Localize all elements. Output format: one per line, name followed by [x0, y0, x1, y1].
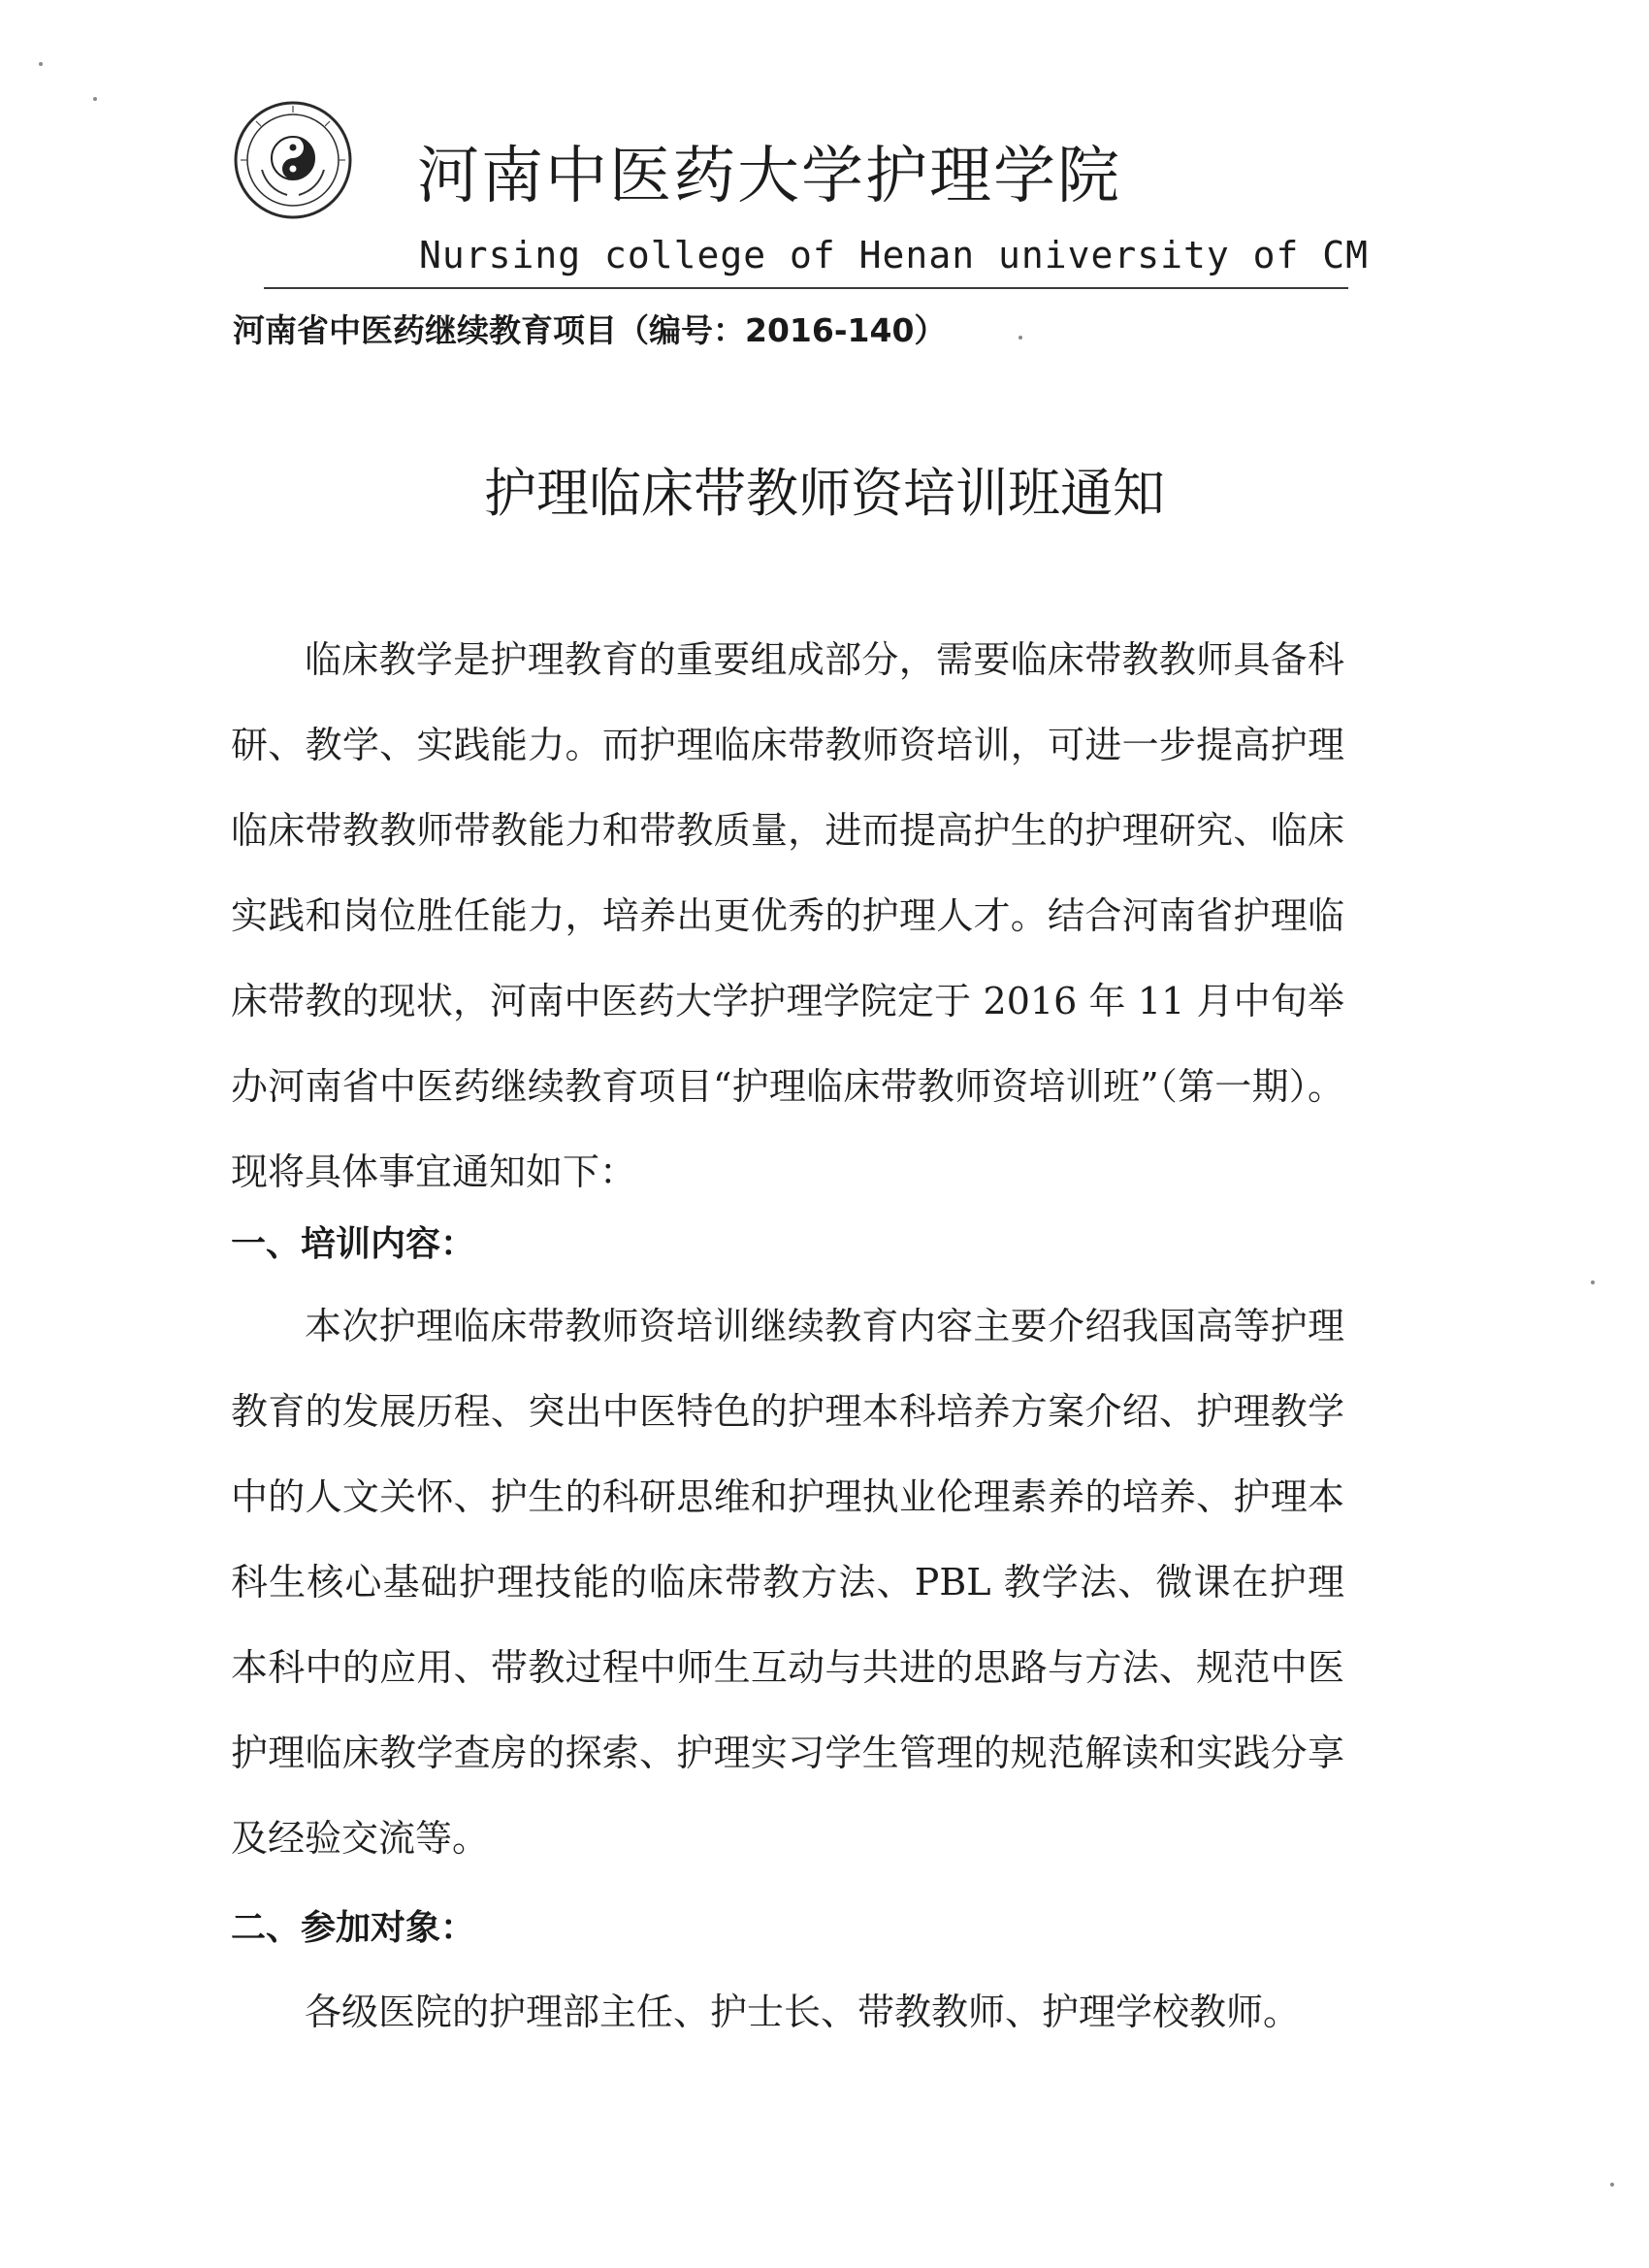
university-seal-icon: [233, 100, 353, 220]
project-number-line: 河南省中医药继续教育项目（编号：2016-140）: [233, 311, 947, 349]
scan-speck: [1018, 336, 1022, 340]
section-body-participants: 各级医院的护理部主任、护士长、带教教师、护理学校教师。: [305, 1991, 1301, 2033]
scan-speck: [1610, 2183, 1614, 2187]
scan-speck: [39, 62, 43, 66]
section-body-training-content: 本次护理临床带教师资培训继续教育内容主要介绍我国高等护理教育的发展历程、突出中医特色的护理本科培养方案介绍、护理教学中的人文关怀、护生的科研思维和护理执业伦理素养的培养、护理本科生核心基础护理技能的临床带教方法、PBL 教学法、微课在护理本科中的应用、带教过程中师生互动与共进的思路与方法、规范中医护理临床教学查房的探索、护理实习学生管理的规范解读和实践分享及经验交流等。: [231, 1305, 1344, 1860]
section-heading-training-content: 一、培训内容：: [231, 1224, 476, 1264]
college-name-english: Nursing college of Henan university of CM: [419, 234, 1369, 276]
header-divider: [264, 287, 1348, 289]
college-name: 河南中医药大学护理学院: [417, 141, 1121, 212]
scan-speck: [93, 97, 97, 101]
intro-paragraph: 临床教学是护理教育的重要组成部分，需要临床带教教师具备科研、教学、实践能力。而护理临床带教师资培训，可进一步提高护理临床带教教师带教能力和带教质量，进而提高护生的护理研究、临床实践和岗位胜任能力，培养出更优秀的护理人才。结合河南省护理临床带教的现状，河南中医药大学护理学院定于 2016 年 11 月中旬举办河南省中医药继续教育项目“护理临床带教师资培训班”（第一期）。现将具体事宜通知如下：: [231, 638, 1344, 1193]
scan-speck: [1591, 1280, 1595, 1284]
section-heading-participants: 二、参加对象：: [231, 1908, 476, 1948]
notice-title: 护理临床带教师资培训班通知: [484, 463, 1165, 524]
